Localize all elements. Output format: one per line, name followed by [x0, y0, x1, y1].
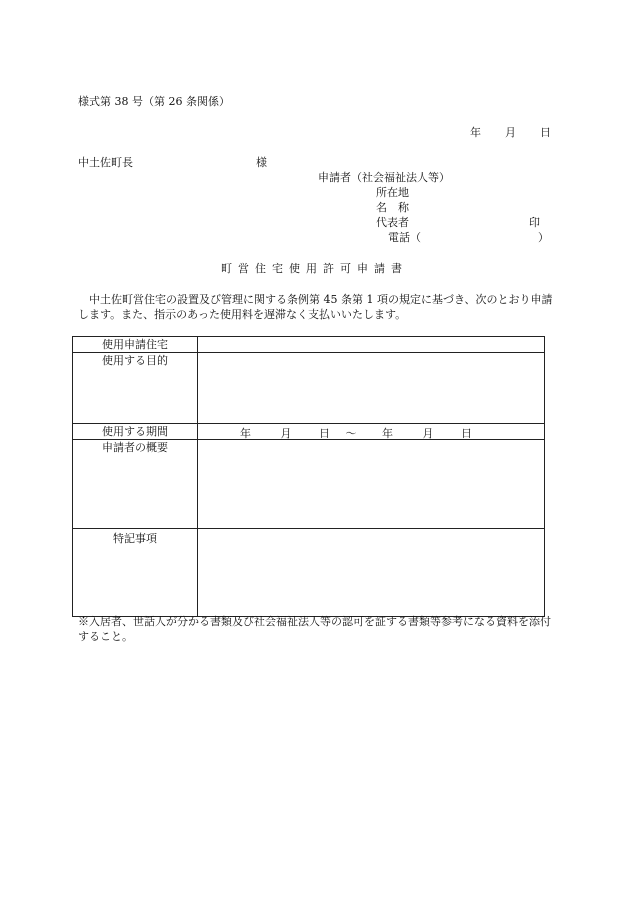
- label-overview: 申請者の概要: [73, 440, 198, 529]
- period-year-1: 年: [240, 427, 251, 440]
- applicant-rep-label: 代表者: [376, 216, 409, 229]
- application-table: [72, 336, 545, 617]
- value-period[interactable]: [198, 424, 545, 440]
- label-special-notes: 特記事項: [73, 529, 198, 617]
- date-year: 年: [470, 126, 481, 139]
- body-text: 中土佐町営住宅の設置及び管理に関する条例第 45 条第 1 項の規定に基づき、次のとおり申請します。また、指示のあった使用料を遅滞なく支払いいたします。: [78, 293, 553, 321]
- value-housing[interactable]: [198, 337, 545, 353]
- addressee-honorific: 様: [256, 156, 267, 169]
- seal-mark: 印: [529, 216, 540, 229]
- phone-label: 電話（: [388, 231, 421, 244]
- value-special-notes[interactable]: [198, 529, 545, 617]
- table-row: [73, 440, 545, 529]
- period-separator: ～: [345, 427, 357, 440]
- period-day-1: 日: [319, 427, 330, 440]
- table-row: [73, 529, 545, 617]
- label-housing: 使用申請住宅: [73, 337, 198, 353]
- phone-close: ）: [538, 231, 549, 244]
- applicant-name-label: 名 称: [376, 201, 409, 214]
- label-purpose: 使用する目的: [73, 353, 198, 424]
- period-year-2: 年: [382, 427, 393, 440]
- document-title: 町営住宅使用許可申請書: [221, 262, 408, 275]
- date-month: 月: [505, 126, 516, 139]
- applicant-address-label: 所在地: [376, 186, 409, 199]
- table-row: [73, 353, 545, 424]
- value-purpose[interactable]: [198, 353, 545, 424]
- table-row: [73, 424, 545, 440]
- table-row: [73, 337, 545, 353]
- addressee-name: 中土佐町長: [78, 156, 133, 169]
- footnote: ※入居者、世話人が分かる書類及び社会福祉法人等の認可を証する書類等参考になる資料を添付すること。: [78, 615, 551, 643]
- label-period: 使用する期間: [73, 424, 198, 440]
- date-day: 日: [540, 126, 551, 139]
- period-day-2: 日: [461, 427, 472, 440]
- period-month-2: 月: [422, 427, 434, 440]
- value-overview[interactable]: [198, 440, 545, 529]
- form-number: 様式第 38 号（第 26 条関係）: [78, 95, 230, 108]
- period-month-1: 月: [280, 427, 292, 440]
- applicant-heading: 申請者（社会福祉法人等）: [318, 171, 450, 184]
